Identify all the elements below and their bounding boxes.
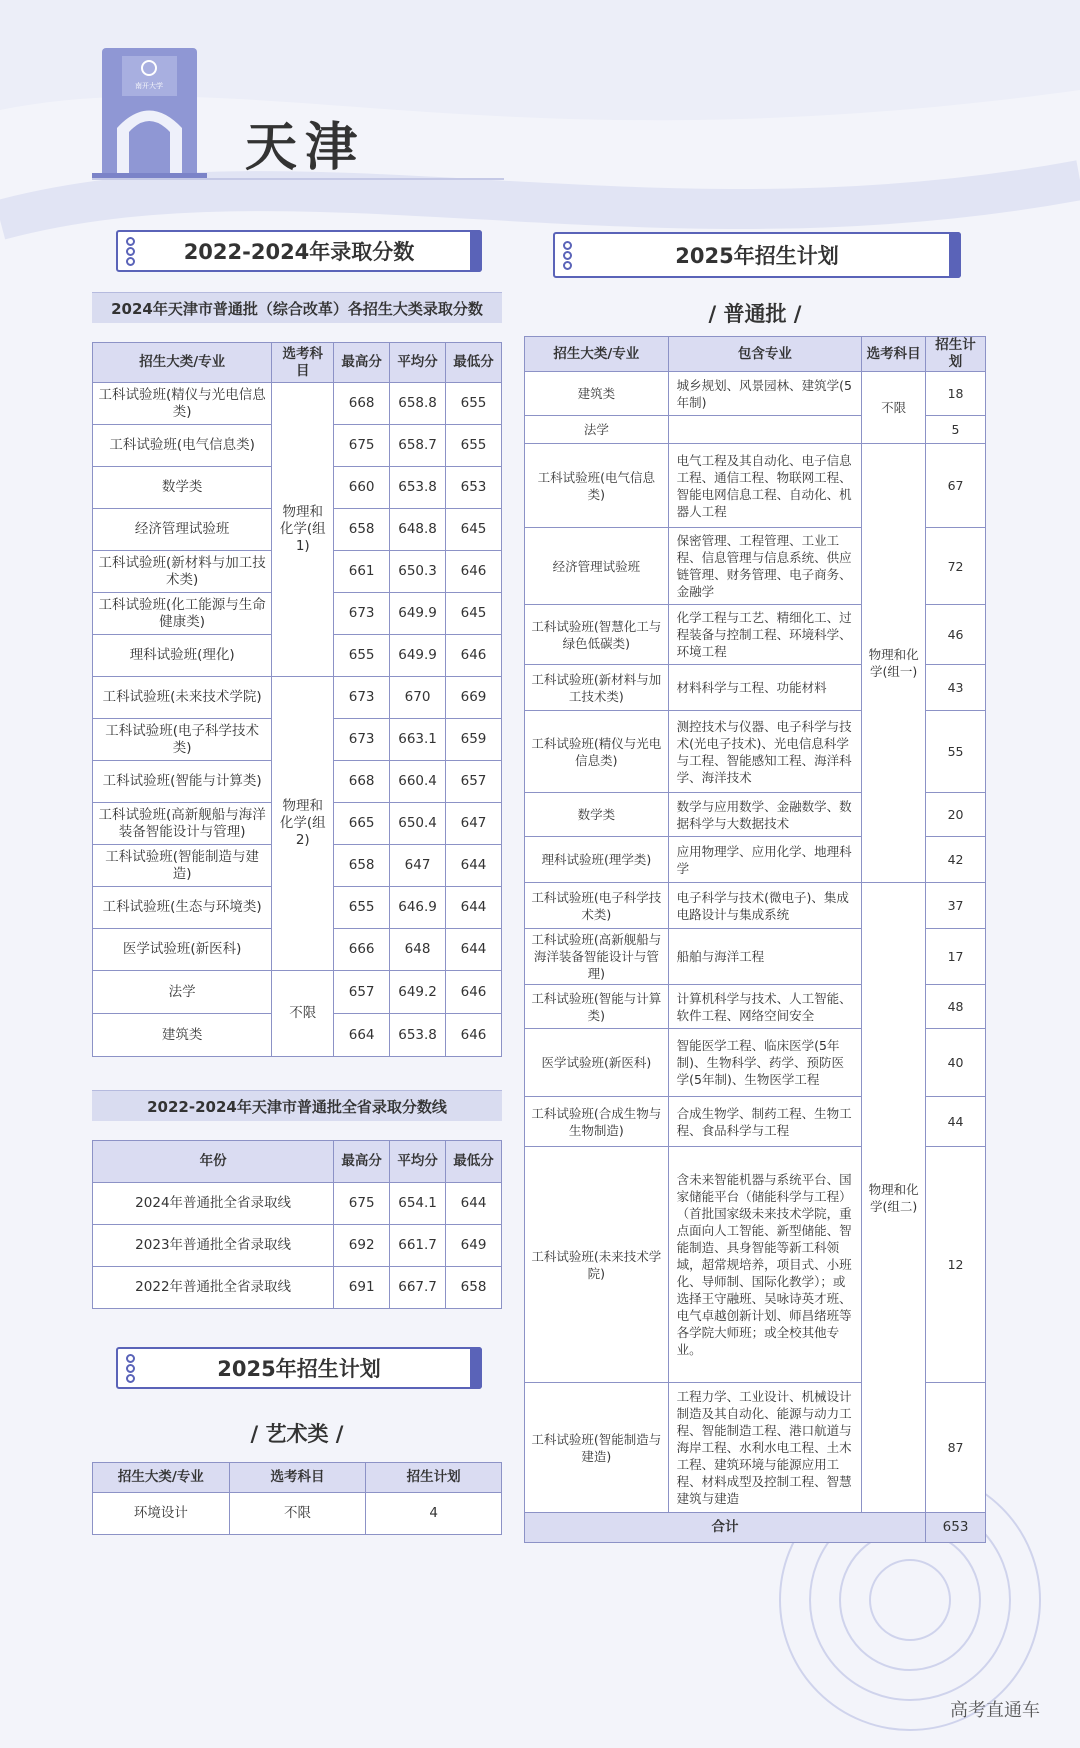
- province-lines-table: [92, 1140, 502, 1309]
- max-score: 675: [334, 425, 390, 467]
- avg-score: 653.8: [390, 1014, 446, 1057]
- banner-scores-title: 2022-2024年录取分数: [183, 240, 415, 264]
- banner-scores: [116, 230, 482, 272]
- major-name: 工科试验班(化工能源与生命健康类): [93, 593, 272, 635]
- col-header: 平均分: [390, 1141, 446, 1183]
- max-score: 658: [334, 845, 390, 887]
- major-name: 法学: [525, 416, 669, 444]
- col-header: 招生计划: [926, 337, 986, 372]
- avg-score: 670: [390, 677, 446, 719]
- art-plan-table: [92, 1462, 502, 1535]
- col-header: 招生大类/专业: [93, 1463, 230, 1493]
- table-row: [525, 372, 986, 416]
- min-score: 645: [446, 593, 502, 635]
- col-header: 年份: [93, 1141, 334, 1183]
- min-score: 645: [446, 509, 502, 551]
- included-majors: 合成生物学、制药工程、生物工程、食品科学与工程: [668, 1097, 862, 1147]
- max-score: 660: [334, 467, 390, 509]
- included-majors: 测控技术与仪器、电子科学与技术(光电子技术)、光电信息科学与工程、智能感知工程、海洋科学、海洋技术: [668, 711, 862, 793]
- city-title: 天津: [245, 118, 366, 178]
- major-name: 工科试验班(精仪与光电信息类): [93, 383, 272, 425]
- plan-count: 18: [926, 372, 986, 416]
- plan-count: 20: [926, 793, 986, 837]
- major-name: 数学类: [525, 793, 669, 837]
- col-header: 最高分: [334, 1141, 390, 1183]
- avg-score: 646.9: [390, 887, 446, 929]
- major-name: 工科试验班(高新舰船与海洋装备智能设计与管理): [525, 929, 669, 985]
- major-name: 工科试验班(电气信息类): [93, 425, 272, 467]
- max-score: 673: [334, 719, 390, 761]
- major-name: 工科试验班(高新舰船与海洋装备智能设计与管理): [93, 803, 272, 845]
- binder-rings-icon: [126, 237, 136, 267]
- avg-score: 649.9: [390, 593, 446, 635]
- major-name: 工科试验班(智能与计算类): [525, 985, 669, 1029]
- included-majors: 材料科学与工程、功能材料: [668, 665, 862, 711]
- included-majors: 工程力学、工业设计、机械设计制造及其自动化、能源与动力工程、智能制造工程、港口航道与海岸工程、水利水电工程、土木工程、建筑环境与能源应用工程、材料成型及控制工程、智慧建筑与建造: [668, 1383, 862, 1513]
- major-name: 工科试验班(新材料与加工技术类): [525, 665, 669, 711]
- max-score: 655: [334, 887, 390, 929]
- table1-caption: 2024年天津市普通批（综合改革）各招生大类录取分数: [92, 292, 502, 323]
- total-value: 653: [926, 1513, 986, 1543]
- major-name: 工科试验班(电气信息类): [525, 444, 669, 528]
- avg-score: 650.4: [390, 803, 446, 845]
- table2-caption: 2022-2024年天津市普通批全省录取分数线: [92, 1090, 502, 1121]
- plan-count: 44: [926, 1097, 986, 1147]
- watermark: 高考直通车: [950, 1700, 1040, 1721]
- table-row: [93, 971, 502, 1014]
- avg-score: 653.8: [390, 467, 446, 509]
- major-name: 工科试验班(智能制造与建造): [93, 845, 272, 887]
- table-row: [93, 383, 502, 425]
- min-score: 655: [446, 383, 502, 425]
- plan-count: 55: [926, 711, 986, 793]
- min-score: 644: [446, 887, 502, 929]
- plan-count: 17: [926, 929, 986, 985]
- max-score: 668: [334, 761, 390, 803]
- avg-score: 658.7: [390, 425, 446, 467]
- min-score: 646: [446, 971, 502, 1014]
- art-subtitle: / 艺术类 /: [250, 1422, 344, 1446]
- col-header: 招生大类/专业: [525, 337, 669, 372]
- max-score: 661: [334, 551, 390, 593]
- included-majors: 计算机科学与技术、人工智能、软件工程、网络空间安全: [668, 985, 862, 1029]
- binder-rings-icon: [563, 241, 573, 271]
- plan-count: 12: [926, 1147, 986, 1383]
- major-name: 工科试验班(电子科学技术类): [93, 719, 272, 761]
- major-name: 建筑类: [93, 1014, 272, 1057]
- plan-count: 43: [926, 665, 986, 711]
- major-name: 医学试验班(新医科): [525, 1029, 669, 1097]
- plan-count: 46: [926, 605, 986, 665]
- plan-count: 48: [926, 985, 986, 1029]
- max-score: 657: [334, 971, 390, 1014]
- major-name: 经济管理试验班: [525, 528, 669, 605]
- table-row: 环境设计 不限 4: [93, 1493, 502, 1535]
- major-name: 数学类: [93, 467, 272, 509]
- included-majors: [668, 416, 862, 444]
- avg-score: 649.9: [390, 635, 446, 677]
- plan-count: 72: [926, 528, 986, 605]
- included-majors: 化学工程与工艺、精细化工、过程装备与控制工程、环境科学、环境工程: [668, 605, 862, 665]
- major-name: 理科试验班(理化): [93, 635, 272, 677]
- avg-score: 648: [390, 929, 446, 971]
- min-score: 657: [446, 761, 502, 803]
- major-name: 工科试验班(智能制造与建造): [525, 1383, 669, 1513]
- table-row: 2022年普通批全省录取线 691 667.7 658: [93, 1267, 502, 1309]
- avg-score: 663.1: [390, 719, 446, 761]
- plan-count: 5: [926, 416, 986, 444]
- major-name: 工科试验班(智能与计算类): [93, 761, 272, 803]
- general-subtitle: / 普通批 /: [708, 302, 802, 326]
- subject-cell: 物理和化学(组一): [862, 444, 926, 883]
- avg-score: 649.2: [390, 971, 446, 1014]
- col-header: 选考科目: [272, 343, 334, 383]
- col-header: 最高分: [334, 343, 390, 383]
- col-header: 平均分: [390, 343, 446, 383]
- plan-count: 67: [926, 444, 986, 528]
- subject-cell: 不限: [272, 971, 334, 1057]
- avg-score: 660.4: [390, 761, 446, 803]
- subject-cell: 物理和化学(组2): [272, 677, 334, 971]
- title-divider: [92, 178, 504, 180]
- major-name: 工科试验班(电子科学技术类): [525, 883, 669, 929]
- major-name: 工科试验班(新材料与加工技术类): [93, 551, 272, 593]
- total-label: 合计: [525, 1513, 926, 1543]
- banner-plan-left: [116, 1347, 482, 1389]
- min-score: 659: [446, 719, 502, 761]
- min-score: 655: [446, 425, 502, 467]
- max-score: 658: [334, 509, 390, 551]
- avg-score: 658.8: [390, 383, 446, 425]
- col-header: 招生大类/专业: [93, 343, 272, 383]
- total-row: [525, 1513, 986, 1543]
- plan-count: 37: [926, 883, 986, 929]
- table-row: [525, 883, 986, 929]
- binder-rings-icon: [126, 1354, 136, 1384]
- scores-2024-table: [92, 342, 502, 1057]
- col-header: 选考科目: [862, 337, 926, 372]
- avg-score: 647: [390, 845, 446, 887]
- max-score: 665: [334, 803, 390, 845]
- min-score: 646: [446, 635, 502, 677]
- min-score: 646: [446, 1014, 502, 1057]
- major-name: 工科试验班(智慧化工与绿色低碳类): [525, 605, 669, 665]
- col-header: 招生计划: [366, 1463, 502, 1493]
- col-header: 包含专业: [668, 337, 862, 372]
- included-majors: 智能医学工程、临床医学(5年制)、生物科学、药学、预防医学(5年制)、生物医学工程: [668, 1029, 862, 1097]
- included-majors: 电气工程及其自动化、电子信息工程、通信工程、物联网工程、智能电网信息工程、自动化、机器人工程: [668, 444, 862, 528]
- major-name: 理科试验班(理学类): [525, 837, 669, 883]
- major-name: 医学试验班(新医科): [93, 929, 272, 971]
- banner-plan-left-title: 2025年招生计划: [217, 1357, 381, 1381]
- subject-cell: 物理和化学(组1): [272, 383, 334, 677]
- max-score: 668: [334, 383, 390, 425]
- included-majors: 城乡规划、风景园林、建筑学(5年制): [668, 372, 862, 416]
- table-row: [93, 677, 502, 719]
- major-name: 工科试验班(未来技术学院): [525, 1147, 669, 1383]
- included-majors: 数学与应用数学、金融数学、数据科学与大数据技术: [668, 793, 862, 837]
- major-name: 工科试验班(精仪与光电信息类): [525, 711, 669, 793]
- plan-count: 87: [926, 1383, 986, 1513]
- max-score: 664: [334, 1014, 390, 1057]
- min-score: 644: [446, 929, 502, 971]
- table-row: 2023年普通批全省录取线 692 661.7 649: [93, 1225, 502, 1267]
- max-score: 655: [334, 635, 390, 677]
- avg-score: 648.8: [390, 509, 446, 551]
- min-score: 646: [446, 551, 502, 593]
- plan-count: 42: [926, 837, 986, 883]
- avg-score: 650.3: [390, 551, 446, 593]
- included-majors: 电子科学与技术(微电子)、集成电路设计与集成系统: [668, 883, 862, 929]
- included-majors: 应用物理学、应用化学、地理科学: [668, 837, 862, 883]
- major-name: 工科试验班(生态与环境类): [93, 887, 272, 929]
- included-majors: 保密管理、工程管理、工业工程、信息管理与信息系统、供应链管理、财务管理、电子商务、金融学: [668, 528, 862, 605]
- min-score: 653: [446, 467, 502, 509]
- col-header: 最低分: [446, 1141, 502, 1183]
- table-row: 2024年普通批全省录取线 675 654.1 644: [93, 1183, 502, 1225]
- major-name: 工科试验班(未来技术学院): [93, 677, 272, 719]
- subject-cell: 物理和化学(组二): [862, 883, 926, 1513]
- svg-text:南开大学: 南开大学: [135, 82, 163, 90]
- plan-count: 40: [926, 1029, 986, 1097]
- major-name: 法学: [93, 971, 272, 1014]
- banner-plan-right: [553, 232, 961, 278]
- included-majors: 含未来智能机器与系统平台、国家储能平台（储能科学与工程）（首批国家级未来技术学院，重点面向人工智能、新型储能、智能制造、具身智能等新工科领域，超常规培养，项目式、小班化、导师制、国际化教学）；或选择王守融班、吴咏诗英才班、电气卓越创新计划、师昌绪班等各学院大师班；或全校其他专业。: [668, 1147, 862, 1383]
- max-score: 673: [334, 677, 390, 719]
- major-name: 工科试验班(合成生物与生物制造): [525, 1097, 669, 1147]
- col-header: 选考科目: [229, 1463, 366, 1493]
- col-header: 最低分: [446, 343, 502, 383]
- general-plan-table: [524, 336, 986, 1543]
- min-score: 644: [446, 845, 502, 887]
- max-score: 666: [334, 929, 390, 971]
- max-score: 673: [334, 593, 390, 635]
- table-row: [525, 444, 986, 528]
- banner-plan-right-title: 2025年招生计划: [675, 244, 839, 268]
- subject-cell: 不限: [862, 372, 926, 444]
- university-gate-logo: [92, 48, 207, 178]
- major-name: 经济管理试验班: [93, 509, 272, 551]
- included-majors: 船舶与海洋工程: [668, 929, 862, 985]
- min-score: 647: [446, 803, 502, 845]
- major-name: 建筑类: [525, 372, 669, 416]
- min-score: 669: [446, 677, 502, 719]
